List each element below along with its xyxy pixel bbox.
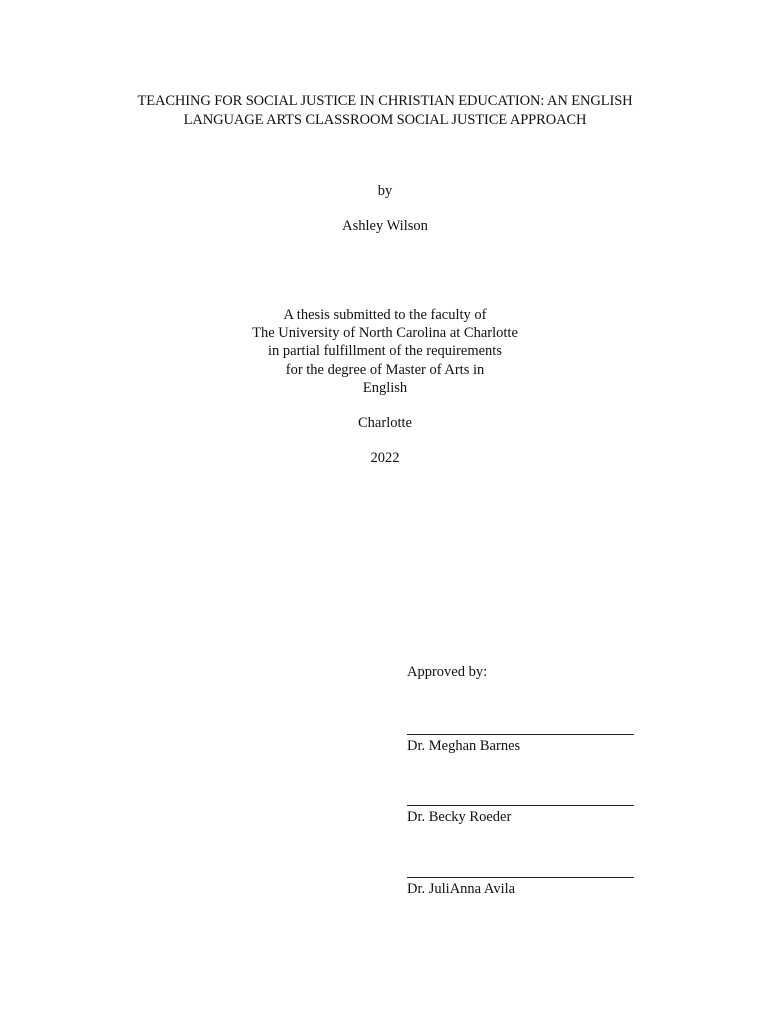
signature-block: [407, 805, 635, 826]
signature-block: [407, 877, 635, 898]
thesis-title-line-2: LANGUAGE ARTS CLASSROOM SOCIAL JUSTICE APPROACH: [183, 112, 587, 128]
approved-by-label: Approved by:: [407, 664, 488, 680]
thesis-title: [60, 92, 710, 130]
signature-line: [407, 805, 634, 806]
signatory-name: Dr. Becky Roeder: [407, 809, 512, 825]
statement-line-4: for the degree of Master of Arts in: [285, 361, 485, 378]
city: Charlotte: [358, 415, 412, 431]
signatory-name: Dr. JuliAnna Avila: [407, 881, 516, 897]
author-name: Ashley Wilson: [342, 218, 428, 234]
statement-line-5: English: [362, 379, 408, 396]
by-label: by: [377, 183, 393, 199]
thesis-title-line-1: TEACHING FOR SOCIAL JUSTICE IN CHRISTIAN EDUCATION: AN ENGLISH: [137, 93, 633, 109]
year: 2022: [370, 450, 400, 466]
signatory-name: Dr. Meghan Barnes: [407, 738, 521, 754]
statement-line-2: The University of North Carolina at Charlotte: [252, 325, 518, 342]
statement-line-1: A thesis submitted to the faculty of: [283, 307, 487, 323]
statement-line-3: in partial fulfillment of the requirements: [268, 343, 502, 360]
signature-line: [407, 877, 634, 878]
signature-line: [407, 734, 634, 735]
submission-statement: [160, 306, 610, 397]
signature-block: [407, 734, 635, 755]
